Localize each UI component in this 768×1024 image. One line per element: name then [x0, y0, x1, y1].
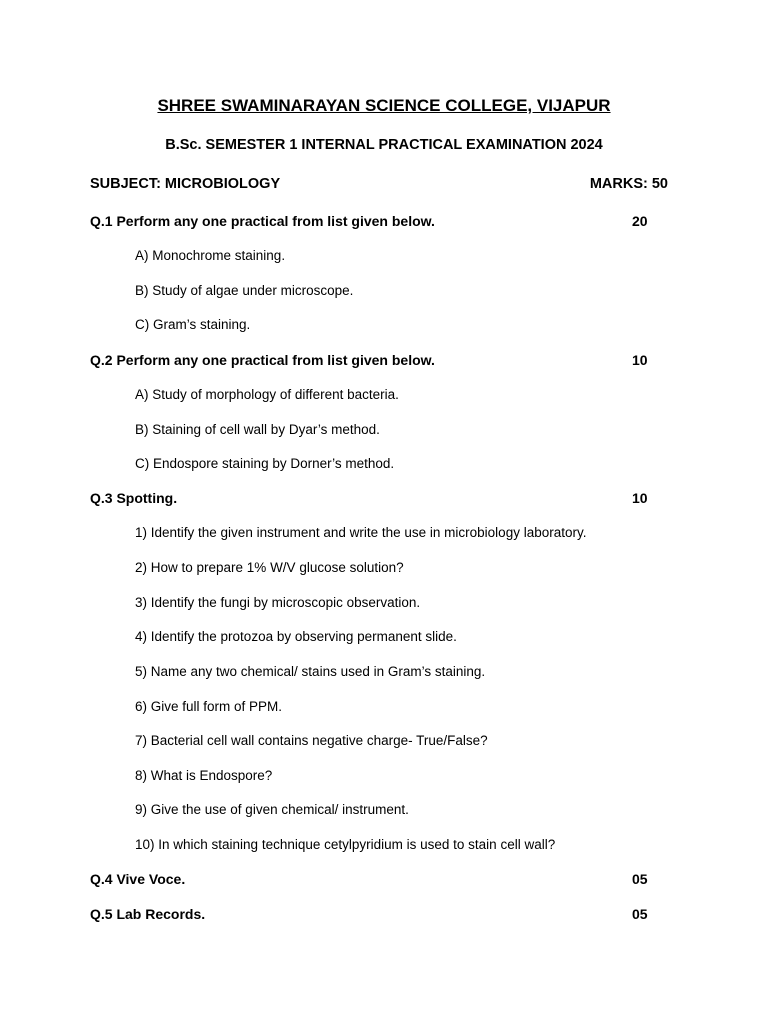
question-marks: 05: [632, 871, 648, 887]
question-item: B) Study of algae under microscope.: [135, 283, 354, 298]
question-title: Q.3 Spotting.: [90, 490, 178, 506]
question-title: Q.2 Perform any one practical from list given below.: [90, 352, 435, 368]
question-item: B) Staining of cell wall by Dyar’s method.: [135, 422, 380, 437]
question-title: Q.1 Perform any one practical from list given below.: [90, 213, 435, 229]
question-item: 10) In which staining technique cetylpyridium is used to stain cell wall?: [135, 837, 556, 852]
question-item: 5) Name any two chemical/ stains used in Gram’s staining.: [135, 664, 486, 679]
question-title: Q.5 Lab Records.: [90, 906, 206, 922]
question-item: 8) What is Endospore?: [135, 768, 273, 783]
question-item: 9) Give the use of given chemical/ instrument.: [135, 802, 409, 817]
question-item: C) Endospore staining by Dorner’s method.: [135, 456, 395, 471]
question-item: 2) How to prepare 1% W/V glucose solution?: [135, 560, 404, 575]
question-item: 4) Identify the protozoa by observing permanent slide.: [135, 629, 457, 644]
question-item: 1) Identify the given instrument and write the use in microbiology laboratory.: [135, 525, 587, 540]
college-title: SHREE SWAMINARAYAN SCIENCE COLLEGE, VIJAPUR: [157, 96, 611, 115]
question-item: C) Gram’s staining.: [135, 317, 251, 332]
total-marks: MARKS: 50: [589, 176, 668, 192]
question-marks: 05: [632, 906, 648, 922]
question-marks: 10: [632, 490, 648, 506]
question-marks: 10: [632, 352, 648, 368]
question-item: A) Monochrome staining.: [135, 248, 286, 263]
exam-title: B.Sc. SEMESTER 1 INTERNAL PRACTICAL EXAMINATION 2024: [165, 137, 603, 153]
question-marks: 20: [632, 213, 648, 229]
question-item: 6) Give full form of PPM.: [135, 699, 283, 714]
question-item: A) Study of morphology of different bacteria.: [135, 387, 399, 402]
question-item: 3) Identify the fungi by microscopic observation.: [135, 595, 421, 610]
question-item: 7) Bacterial cell wall contains negative charge- True/False?: [135, 733, 488, 748]
question-title: Q.4 Vive Voce.: [90, 871, 186, 887]
subject-label: SUBJECT: MICROBIOLOGY: [90, 176, 281, 192]
